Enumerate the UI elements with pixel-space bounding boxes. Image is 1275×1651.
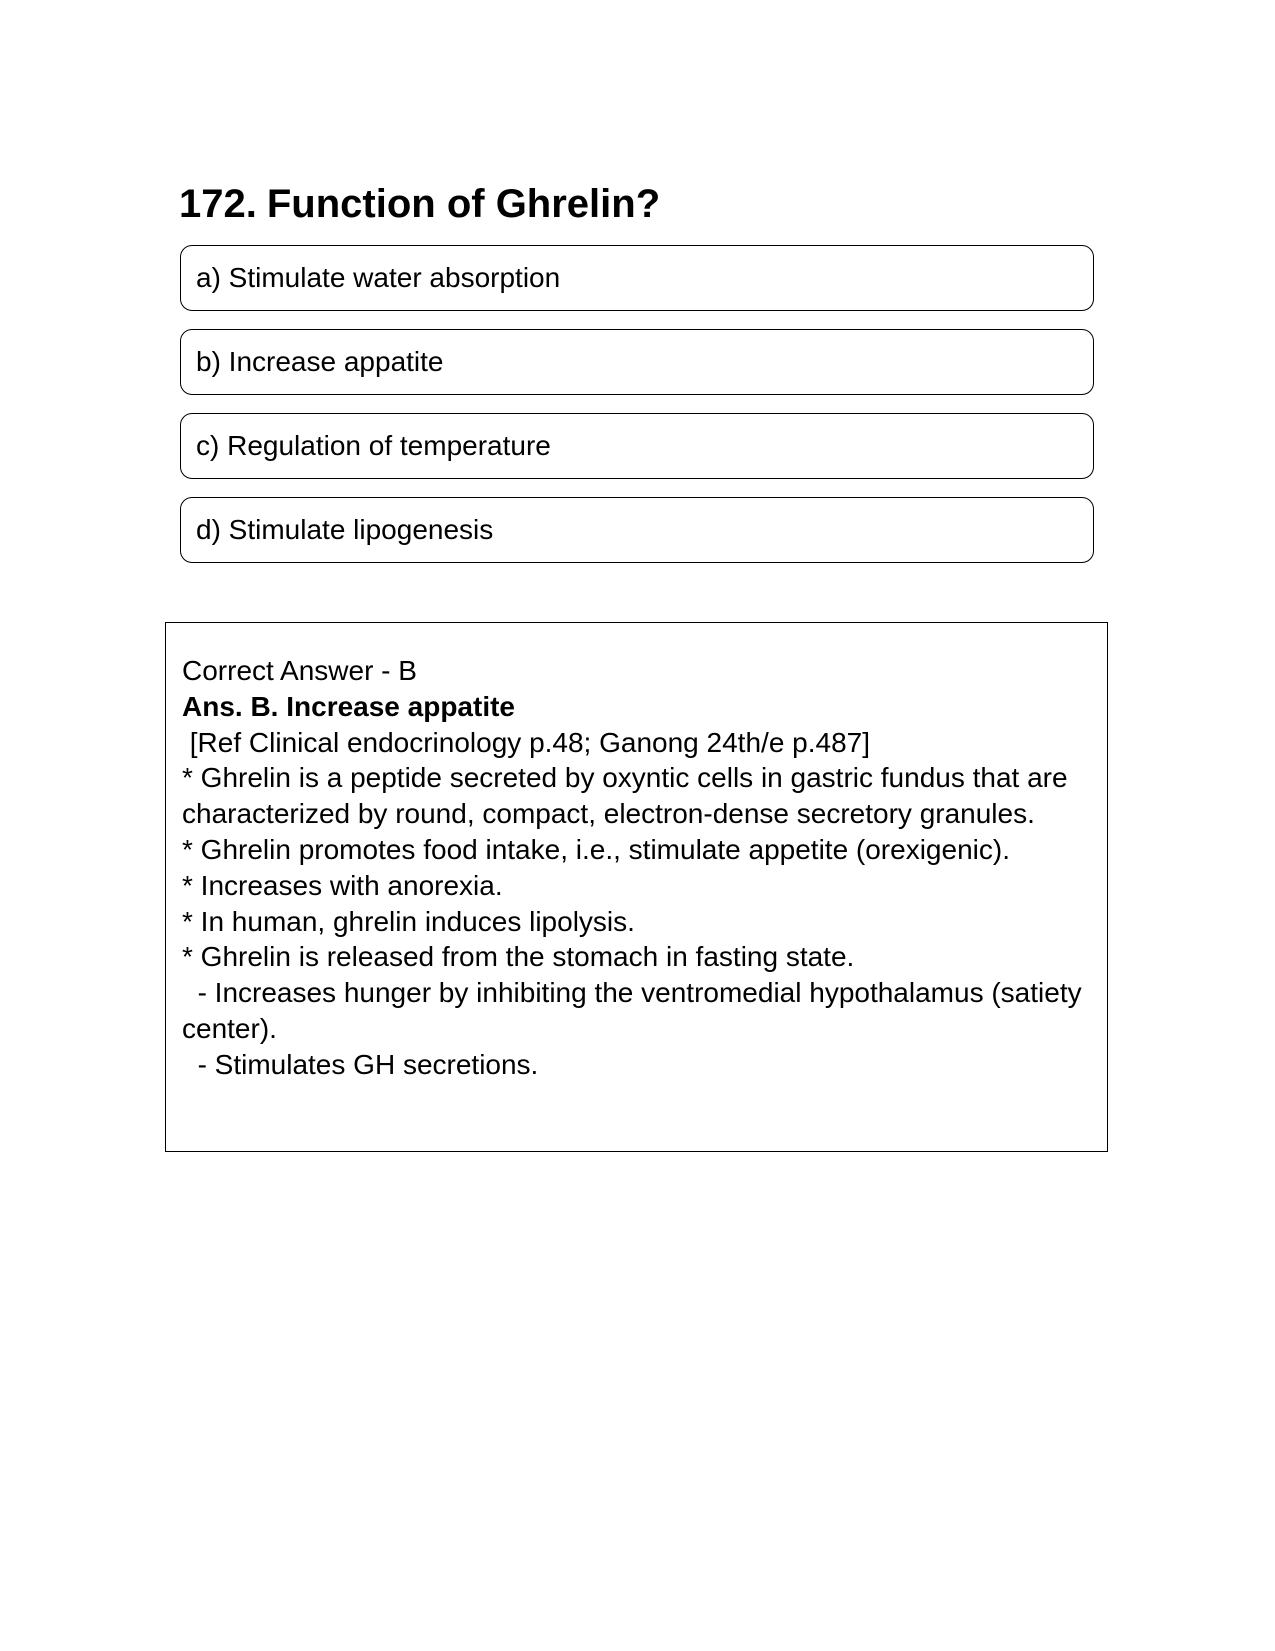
option-b[interactable]: b) Increase appatite — [180, 329, 1094, 395]
option-a[interactable]: a) Stimulate water absorption — [180, 245, 1094, 311]
question-text: Function of Ghrelin? — [266, 182, 661, 226]
answer-heading: Ans. B. Increase appatite — [182, 690, 516, 722]
explanation-point: * Ghrelin is released from the stomach in fasting state. — [182, 941, 855, 973]
answer-reference: [Ref Clinical endocrinology p.48; Ganong 24th/e p.487] — [182, 726, 871, 758]
explanation-subpoint: - Stimulates GH secretions. — [182, 1048, 539, 1080]
option-c[interactable]: c) Regulation of temperature — [180, 413, 1094, 479]
question-number: 172. — [179, 182, 257, 226]
question-title — [179, 180, 660, 228]
explanation-point: * Increases with anorexia. — [182, 869, 503, 901]
explanation-point: * In human, ghrelin induces lipolysis. — [182, 905, 635, 937]
explanation-point: * Ghrelin promotes food intake, i.e., stimulate appetite (orexigenic). — [182, 833, 1010, 865]
explanation-subpoint: - Increases hunger by inhibiting the ventromedial hypothalamus (satiety center). — [182, 977, 1090, 1044]
explanation-point: * Ghrelin is a peptide secreted by oxyntic cells in gastric fundus that are characterized by round, compact, electron-dense secretory granules. — [182, 762, 1076, 830]
correct-answer-line: Correct Answer - B — [182, 655, 417, 686]
answer-explanation-box — [165, 622, 1108, 1152]
option-d[interactable]: d) Stimulate lipogenesis — [180, 497, 1094, 563]
